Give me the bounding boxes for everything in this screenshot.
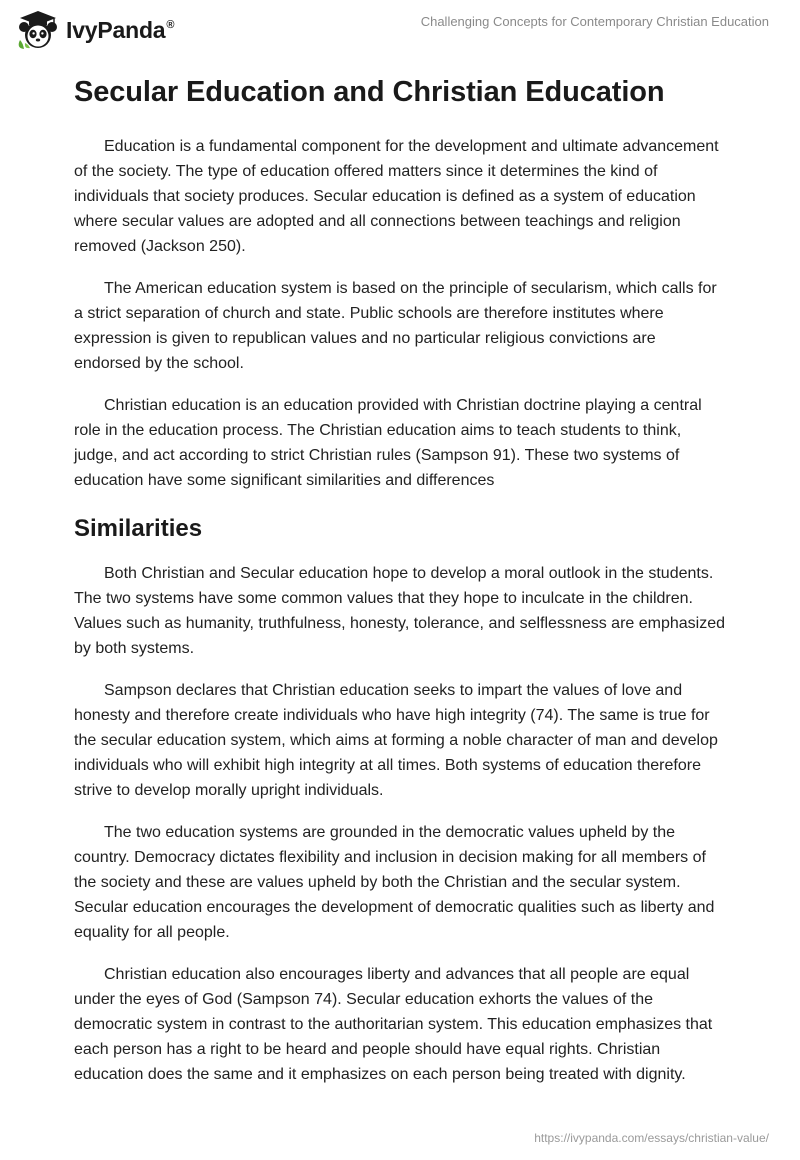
document-title: Challenging Concepts for Contemporary Christian Education [420,14,769,29]
paragraph: Christian education is an education provided with Christian doctrine playing a central role in the education process. The Christian education aims to teach students to think, judge, and act according to strict Christian rules (Sampson 91). These two systems of education have some significant similarities and differences [74,397,702,489]
panda-logo-icon [16,10,60,50]
article-title: Secular Education and Christian Education [74,76,665,108]
page-header [0,0,800,62]
brand-logo[interactable] [16,10,174,50]
section-heading: Similarities [74,515,203,542]
paragraph: Education is a fundamental component for the development and ultimate advancement of the society. The type of education offered matters since it determines the kind of individuals that society produces. Secular education is defined as a system of education where secular values are adopted and all connections between teachings and religion removed (Jackson 250). [74,138,719,255]
article-body [74,72,726,1104]
source-url[interactable]: https://ivypanda.com/essays/christian-value/ [534,1131,769,1145]
paragraph: The American education system is based on the principle of secularism, which calls for a strict separation of church and state. Public schools are therefore institutes where expression is given to republican values and no particular religious convictions are endorsed by the school. [74,280,717,372]
brand-name [66,17,174,44]
brand-name-text: IvyPanda [66,16,166,43]
paragraph: The two education systems are grounded in the democratic values upheld by the country. Democracy dictates flexibility and inclusion in decision making for all members of the society and these are values upheld by both the Christian and the secular system. Secular education encourages the development of democratic qualities such as liberty and equality for all people. [74,824,715,941]
paragraph: Both Christian and Secular education hope to develop a moral outlook in the students. The two systems have some common values that they hope to inculcate in the children. Values such as humanity, truthfulness, honesty, tolerance, and selflessness are emphasized by both systems. [74,565,726,657]
registered-mark: ® [166,18,175,31]
paragraph: Christian education also encourages liberty and advances that all people are equal under the eyes of God (Sampson 74). Secular education exhorts the values of the democratic system in contrast to the authoritarian system. This education emphasizes that each person has a right to be heard and people should have equal rights. Christian education does the same and it emphasizes on each person being treated with dignity. [74,966,713,1083]
paragraph: Sampson declares that Christian education seeks to impart the values of love and honesty and therefore create individuals who have high integrity (74). The same is true for the secular education system, which aims at forming a noble character of man and develop individuals who will exhibit high integrity at all times. Both systems of education therefore strive to develop morally upright individuals. [74,682,718,799]
